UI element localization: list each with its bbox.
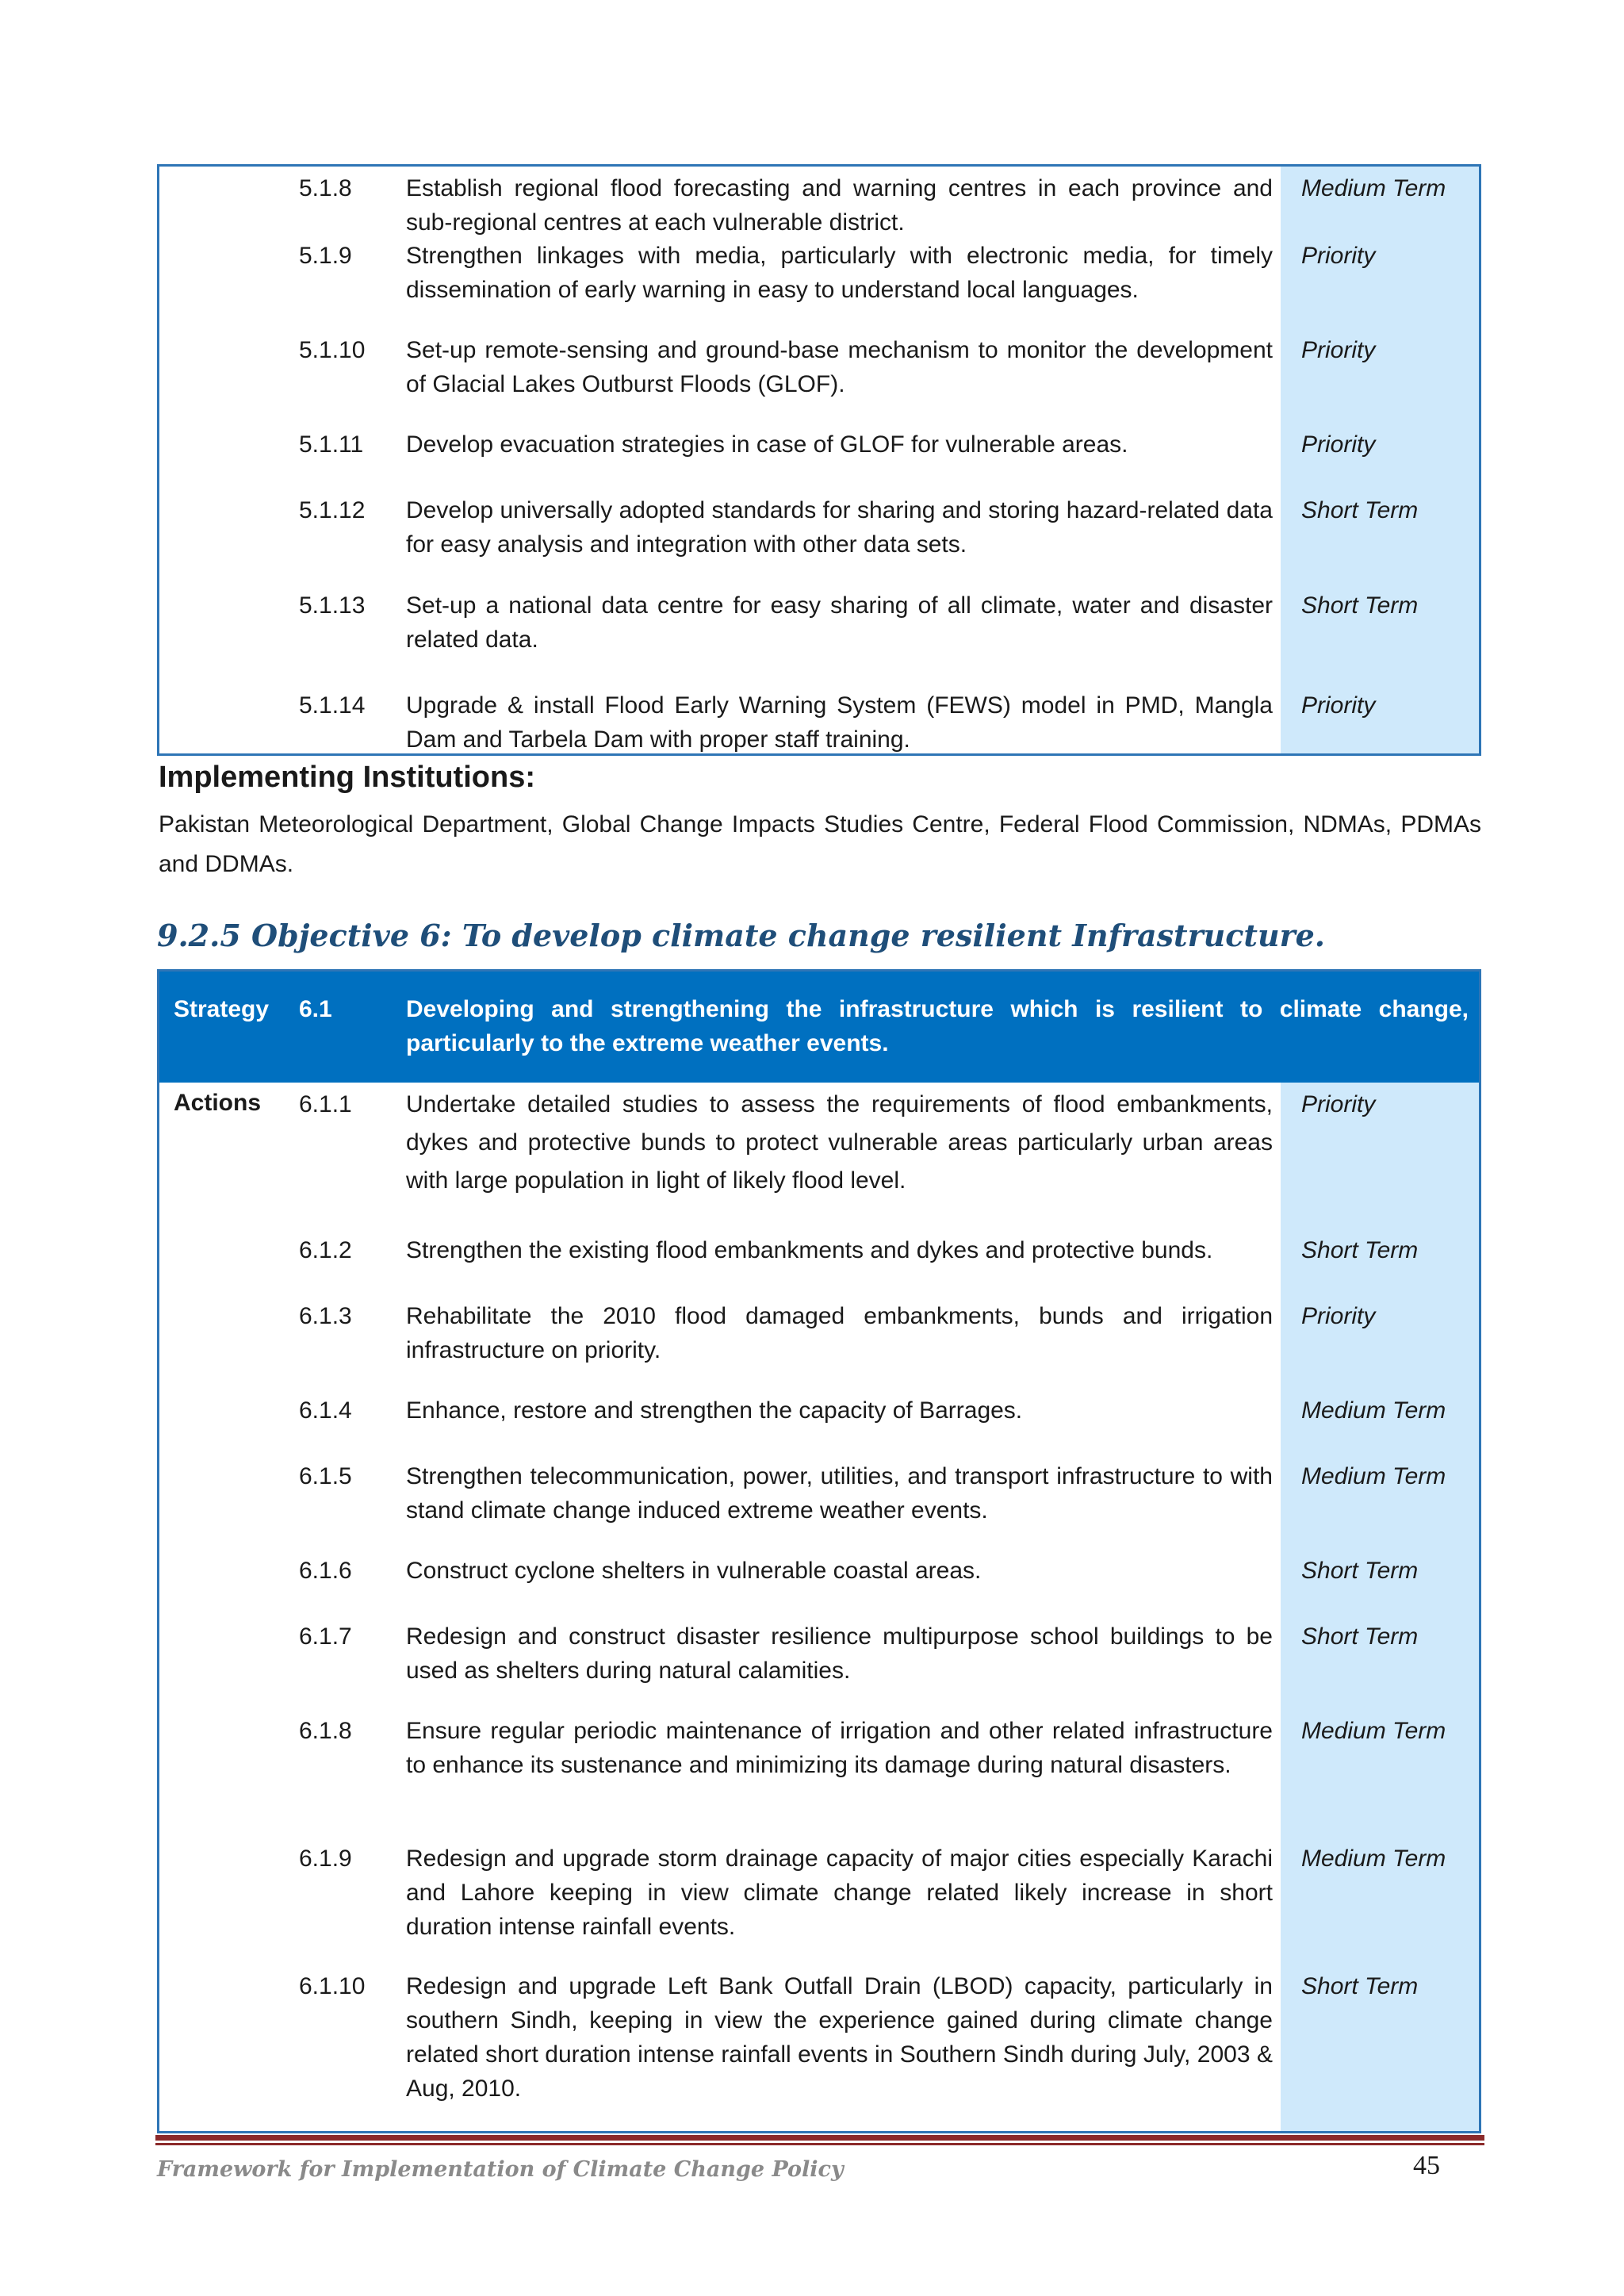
actions-table-continued	[157, 164, 1481, 756]
action-priority: Priority	[1301, 1091, 1376, 1117]
action-priority: Priority	[1301, 1303, 1376, 1329]
page-number: 45	[1413, 2151, 1440, 2180]
action-number: 6.1.10	[299, 1973, 366, 1999]
action-priority: Short Term	[1301, 1558, 1419, 1584]
action-priority: Priority	[1301, 337, 1376, 363]
action-priority: Medium Term	[1301, 1463, 1446, 1489]
action-priority: Short Term	[1301, 1973, 1419, 1999]
action-text: Redesign and upgrade storm drainage capacity of major cities especially Karachi and Lahore keeping in view climate change related likely increase in short duration intense rainfall events.	[406, 1846, 1273, 1940]
action-priority: Short Term	[1301, 497, 1419, 523]
action-text: Enhance, restore and strengthen the capacity of Barrages.	[406, 1397, 1023, 1424]
action-text: Redesign and upgrade Left Bank Outfall Drain (LBOD) capacity, particularly in southern Sindh, keeping in view the experience gained during climate change related short duration intense rainfall events in Southern Sindh during July, 2003 & Aug, 2010.	[406, 1973, 1273, 2102]
footer-divider	[155, 2143, 1484, 2145]
action-number: 6.1.7	[299, 1623, 352, 1650]
action-priority: Priority	[1301, 431, 1376, 458]
footer-title: Framework for Implementation of Climate Change Policy	[157, 2157, 844, 2182]
action-text: Ensure regular periodic maintenance of irrigation and other related infrastructure to enhance its sustenance and minimizing its damage during natural disasters.	[406, 1718, 1273, 1778]
section-heading: 9.2.5 Objective 6: To develop climate change resilient Infrastructure.	[157, 918, 1326, 953]
actions-label: Actions	[174, 1090, 262, 1116]
action-priority: Medium Term	[1301, 175, 1446, 201]
action-number: 6.1.4	[299, 1397, 352, 1424]
action-number: 6.1.1	[299, 1091, 352, 1117]
action-priority: Short Term	[1301, 1623, 1419, 1650]
action-number: 6.1.3	[299, 1303, 352, 1329]
action-text: Set-up a national data centre for easy sharing of all climate, water and disaster related data.	[406, 592, 1273, 653]
action-number: 5.1.11	[299, 431, 364, 458]
action-text: Establish regional flood forecasting and warning centres in each province and sub-regional centres at each vulnerable district.	[406, 175, 1273, 236]
action-text: Rehabilitate the 2010 flood damaged embankments, bunds and irrigation infrastructure on priority.	[406, 1303, 1273, 1363]
footer-divider	[155, 2135, 1484, 2141]
strategy-header	[159, 972, 1479, 1083]
action-number: 6.1.8	[299, 1718, 352, 1744]
action-text: Develop universally adopted standards for sharing and storing hazard-related data for easy analysis and integration with other data sets.	[406, 497, 1273, 558]
strategy-text: Developing and strengthening the infrastructure which is resilient to climate change, particularly to the extreme weather events.	[406, 996, 1469, 1056]
action-priority: Short Term	[1301, 592, 1419, 619]
action-number: 6.1.9	[299, 1846, 352, 1872]
action-text: Develop evacuation strategies in case of GLOF for vulnerable areas.	[406, 431, 1128, 458]
action-priority: Medium Term	[1301, 1718, 1446, 1744]
action-priority: Short Term	[1301, 1237, 1419, 1263]
action-number: 5.1.10	[299, 337, 366, 363]
strategy-number: 6.1	[299, 996, 332, 1022]
action-number: 6.1.2	[299, 1237, 352, 1263]
action-priority: Priority	[1301, 692, 1376, 719]
implementing-institutions-text: Pakistan Meteorological Department, Global Change Impacts Studies Centre, Federal Flood Commission, NDMAs, PDMAs and DDMAs.	[159, 811, 1481, 877]
action-text: Undertake detailed studies to assess the requirements of flood embankments, dykes and protective bunds to protect vulnerable areas particularly urban areas with large population in light of likely flood level.	[406, 1091, 1273, 1194]
action-number: 6.1.6	[299, 1558, 352, 1584]
action-number: 5.1.13	[299, 592, 366, 619]
action-text: Strengthen linkages with media, particularly with electronic media, for timely dissemination of early warning in easy to understand local languages.	[406, 243, 1273, 303]
action-priority: Medium Term	[1301, 1397, 1446, 1424]
action-priority: Priority	[1301, 243, 1376, 269]
action-text: Strengthen the existing flood embankments and dykes and protective bunds.	[406, 1237, 1213, 1263]
action-number: 5.1.8	[299, 175, 352, 201]
action-number: 6.1.5	[299, 1463, 352, 1489]
action-text: Redesign and construct disaster resilience multipurpose school buildings to be used as shelters during natural calamities.	[406, 1623, 1273, 1684]
action-number: 5.1.14	[299, 692, 366, 719]
action-number: 5.1.12	[299, 497, 366, 523]
action-text: Set-up remote-sensing and ground-base mechanism to monitor the development of Glacial Lakes Outburst Floods (GLOF).	[406, 337, 1273, 397]
action-number: 5.1.9	[299, 243, 352, 269]
strategy-table	[157, 969, 1481, 2133]
action-text: Upgrade & install Flood Early Warning System (FEWS) model in PMD, Mangla Dam and Tarbela Dam with proper staff training.	[406, 692, 1273, 753]
implementing-institutions-heading: Implementing Institutions:	[159, 761, 535, 794]
action-text: Strengthen telecommunication, power, utilities, and transport infrastructure to with stand climate change induced extreme weather events.	[406, 1463, 1273, 1524]
strategy-label: Strategy	[174, 996, 270, 1022]
action-text: Construct cyclone shelters in vulnerable coastal areas.	[406, 1558, 982, 1584]
action-priority: Medium Term	[1301, 1846, 1446, 1872]
